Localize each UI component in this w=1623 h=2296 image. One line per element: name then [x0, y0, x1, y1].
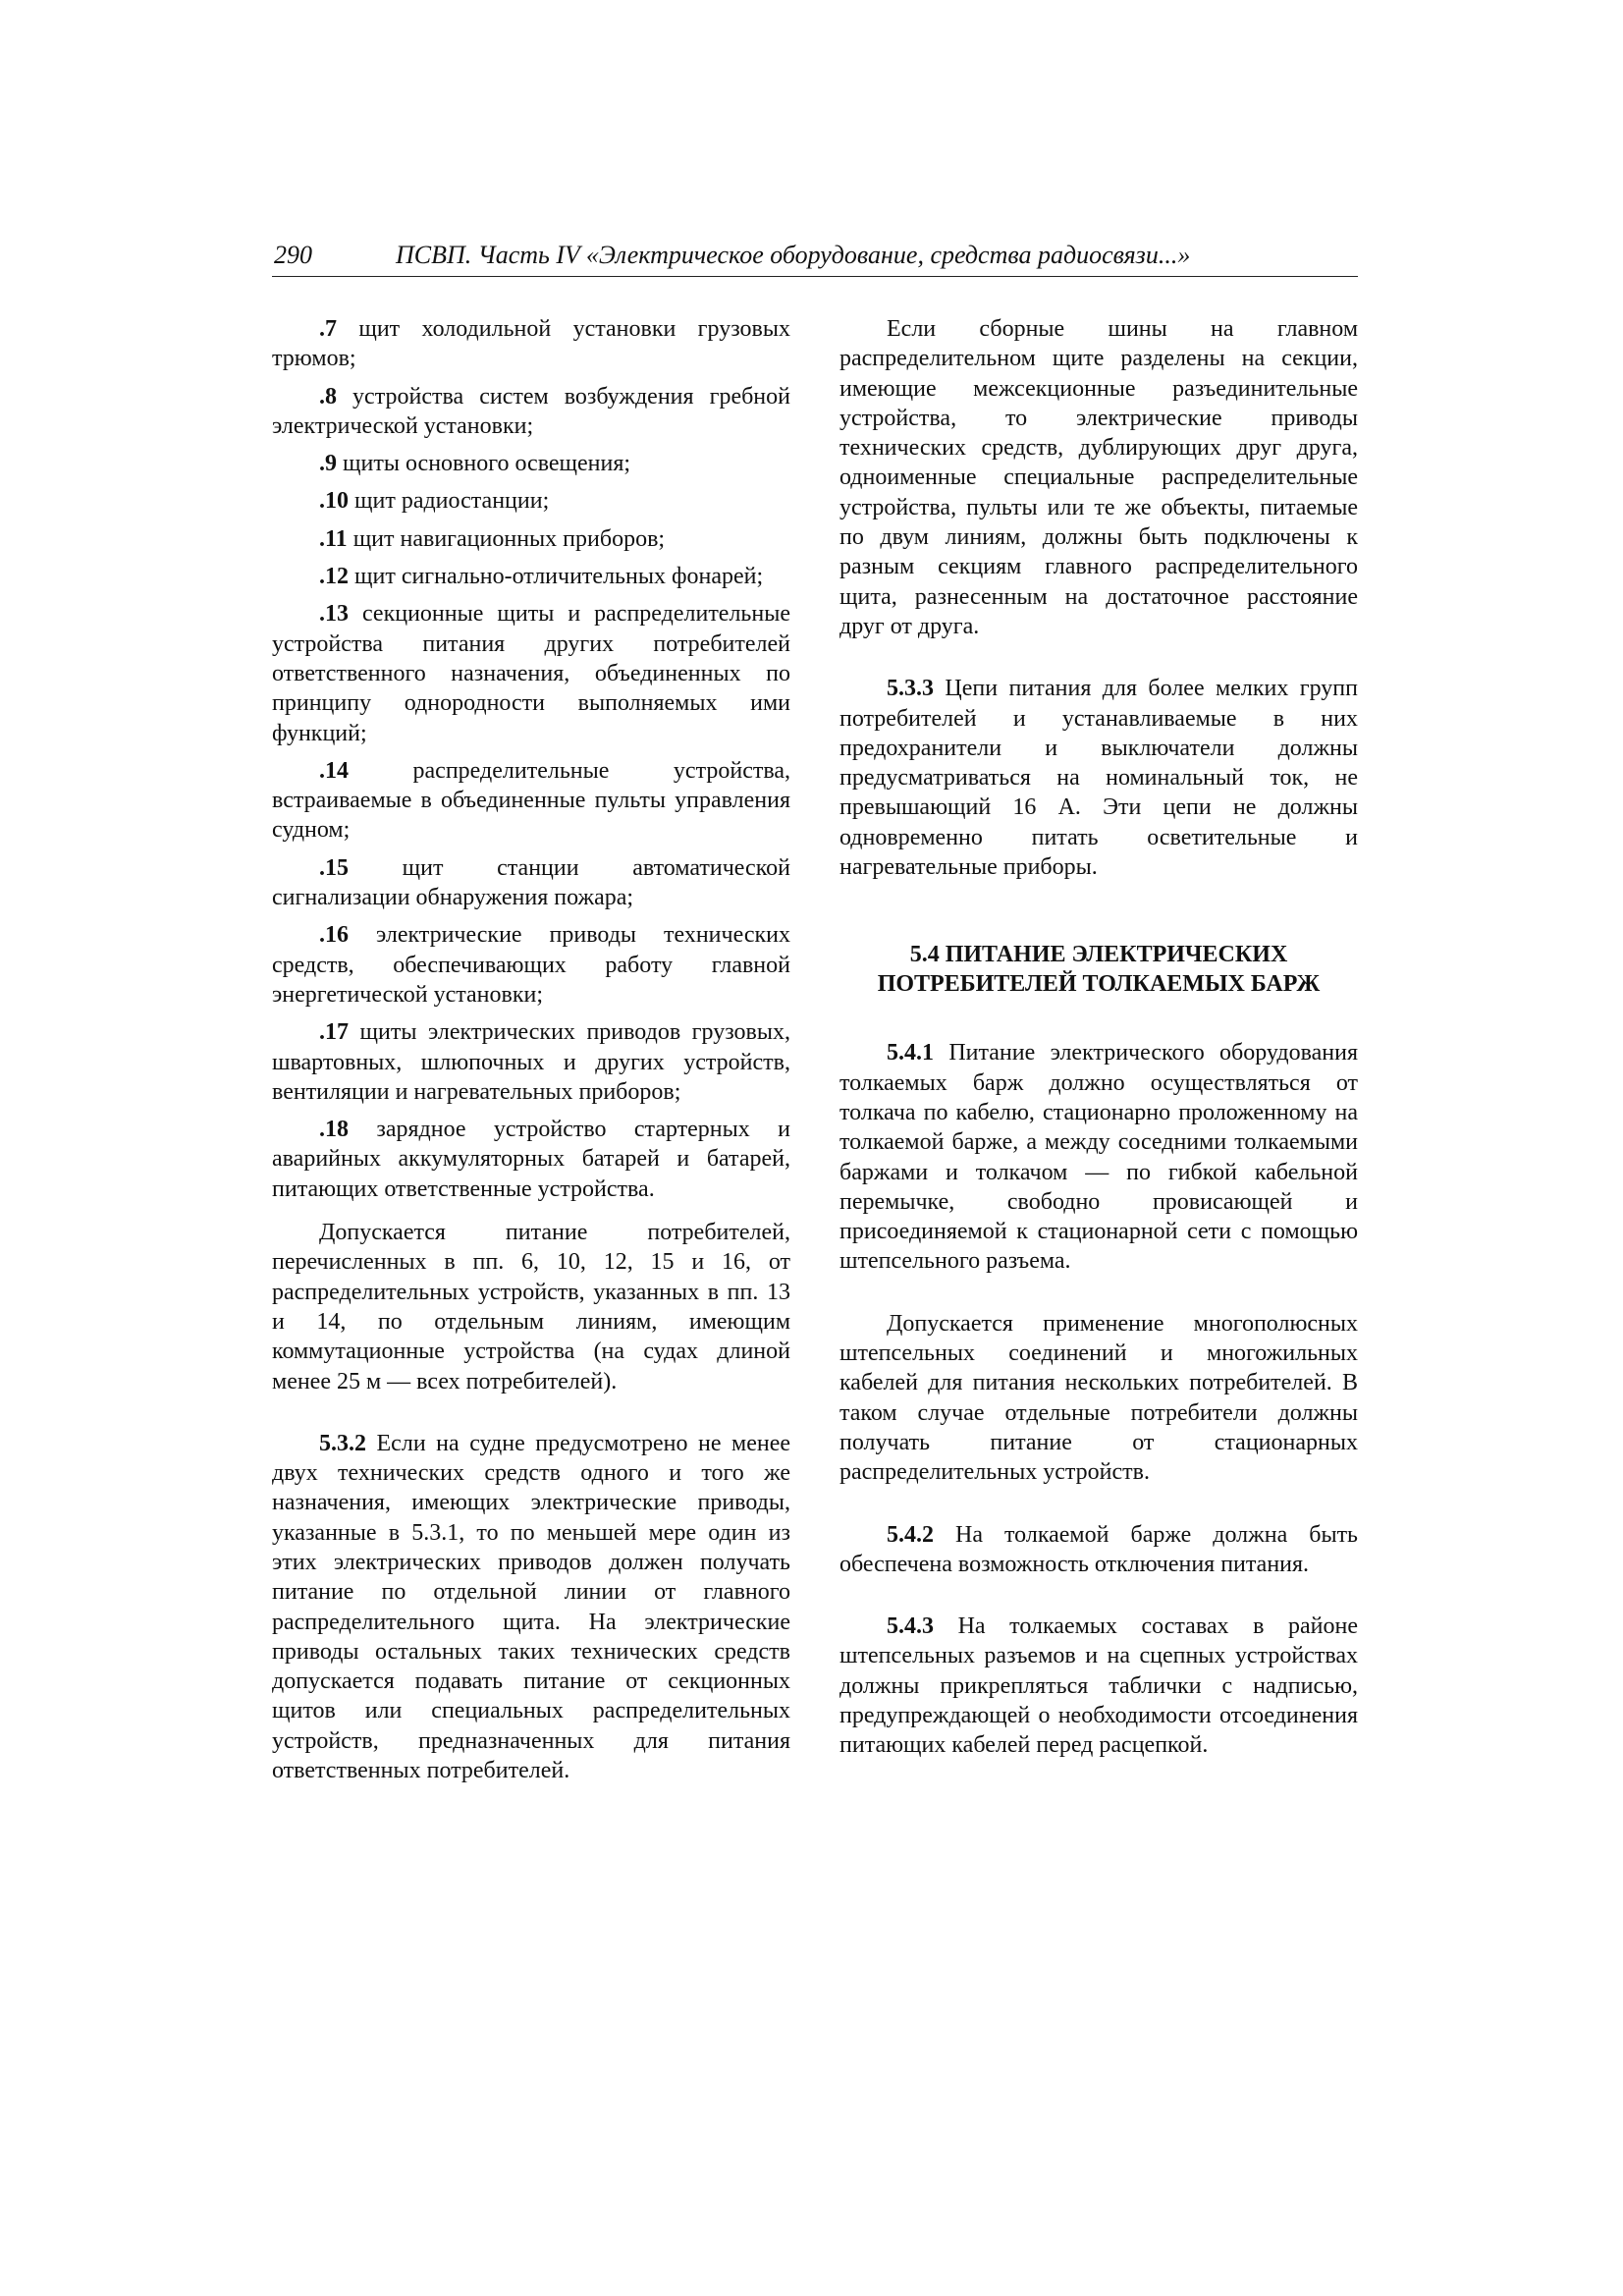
item-text: устройства систем возбуждения гребной электрической установки; [272, 383, 790, 439]
item-number: .16 [319, 922, 349, 949]
item-number: .12 [319, 564, 349, 590]
clause-number: 5.4.2 [887, 1521, 934, 1548]
section-heading [839, 940, 1358, 999]
item-text: щиты электрических приводов грузовых, швартовных, шлюпочных и других устройств, вентиляции и нагревательных приборов; [272, 1019, 790, 1105]
running-header [272, 239, 1358, 277]
list-item [272, 524, 790, 554]
clause-number: 5.3.3 [887, 676, 934, 702]
paragraph-5-4-2 [839, 1520, 1358, 1580]
item-number: .15 [319, 854, 349, 881]
paragraph-busbars: Если сборные шины на главном распределительном щите разделены на секции, имеющие межсекционные разъединительные устройства, то электрические приводы технических средств, дублирующих друг друга, одноименные специальные распределительные устройства, пульты или те же объекты, питаемые по двум линиям, должны быть подключены к разным секциям главного распределительного щита, разнесенным на достаточное расстояние друг от друга. [839, 316, 1358, 639]
clause-text: Питание электрического оборудования толкаемых барж должно осуществляться от толкача по кабелю, стационарно проложенному на толкаемой барже, а между соседними толкаемыми баржами и толкачом — по гибкой кабельной перемычке, свободно провисающей и присоединяемой к стационарной сети с помощью штепсельного разъема. [839, 1040, 1358, 1275]
item-number: .9 [319, 451, 337, 477]
item-text: зарядное устройство стартерных и аварийных аккумуляторных батарей и батарей, питающих ответственные устройства. [272, 1117, 790, 1202]
item-number: .10 [319, 488, 349, 515]
list-item [272, 382, 790, 442]
page-number: 290 [274, 241, 312, 269]
list-item [272, 449, 790, 478]
list-item [272, 562, 790, 591]
list-item [272, 920, 790, 1010]
clause-text: На толкаемых составах в районе штепсельных разъемов и на сцепных устройствах должны прикрепляться таблички с надписью, предупреждающей о необходимости отсоединения питающих кабелей перед расцепкой. [839, 1613, 1358, 1759]
item-number: .18 [319, 1117, 349, 1143]
clause-number: 5.3.2 [319, 1430, 366, 1456]
clause-number: 5.4.1 [887, 1040, 934, 1066]
list-item [272, 756, 790, 846]
right-column [839, 314, 1358, 1761]
clause-number: 5.4.3 [887, 1613, 934, 1640]
item-text: щит станции автоматической сигнализации обнаружения пожара; [272, 854, 790, 911]
item-number: .17 [319, 1019, 349, 1046]
list-item [272, 1017, 790, 1107]
item-text: секционные щиты и распределительные устройства питания других потребителей ответственного назначения, объединенных по принципу однородности выполняемых ими функций; [272, 601, 790, 746]
list-item [272, 599, 790, 747]
item-text: щит сигнально-отличительных фонарей; [349, 564, 764, 590]
item-number: .8 [319, 383, 337, 410]
list-item [272, 486, 790, 516]
left-column [272, 314, 790, 1785]
list-item [272, 853, 790, 913]
paragraph-5-4-1 [839, 1038, 1358, 1276]
item-text: щит холодильной установки грузовых трюмов; [272, 316, 790, 372]
section-heading-line-2: ПОТРЕБИТЕЛЕЙ ТОЛКАЕМЫХ БАРЖ [877, 971, 1321, 998]
item-number: .11 [319, 525, 348, 552]
paragraph-multipole: Допускается применение многополюсных штепсельных соединений и многожильных кабелей для питания нескольких потребителей. В таком случае отдельные потребители должны получать питание от стационарных распределительных устройств. [839, 1310, 1358, 1486]
item-text: электрические приводы технических средств, обеспечивающих работу главной энергетической установки; [272, 922, 790, 1008]
clause-text: Если на судне предусмотрено не менее двух технических средств одного и того же назначения, имеющих электрические приводы, указанные в 5.3.1, то по меньшей мере один из этих электрических приводов должен получать питание по отдельной линии от главного распределительного щита. На электрические приводы остальных таких технических средств допускается подавать питание от секционных щитов или специальных распределительных устройств, предназначенных для питания ответственных потребителей. [272, 1430, 790, 1784]
clause-text: На толкаемой барже должна быть обеспечена возможность отключения питания. [839, 1521, 1358, 1577]
section-heading-line-1: 5.4 ПИТАНИЕ ЭЛЕКТРИЧЕСКИХ [909, 942, 1288, 968]
paragraph-5-3-3 [839, 674, 1358, 882]
item-text: щиты основного освещения; [337, 451, 631, 477]
paragraph-5-4-3 [839, 1612, 1358, 1760]
list-item [272, 314, 790, 374]
paragraph-permitted: Допускается питание потребителей, перечисленных в пп. 6, 10, 12, 15 и 16, от распределительных устройств, указанных в пп. 13 и 14, по отдельным линиям, имеющим коммутационные устройства (на судах длиной менее 25 м — всех потребителей). [272, 1220, 790, 1394]
paragraph-5-3-2 [272, 1429, 790, 1786]
clause-text: Цепи питания для более мелких групп потребителей и устанавливаемые в них предохранители и выключатели должны предусматриваться на номинальный ток, не превышающий 16 А. Эти цепи не должны одновременно питать осветительные и нагревательные приборы. [839, 676, 1358, 881]
list-item [272, 1115, 790, 1204]
item-number: .14 [319, 757, 349, 784]
item-text: щит навигационных приборов; [347, 525, 666, 552]
item-number: .7 [319, 316, 337, 342]
item-number: .13 [319, 601, 349, 628]
running-title: ПСВП. Часть IV «Электрическое оборудование, средства радиосвязи...» [396, 241, 1191, 269]
item-text: щит радиостанции; [349, 488, 550, 515]
item-text: распределительные устройства, встраиваемые в объединенные пульты управления судном; [272, 757, 790, 844]
